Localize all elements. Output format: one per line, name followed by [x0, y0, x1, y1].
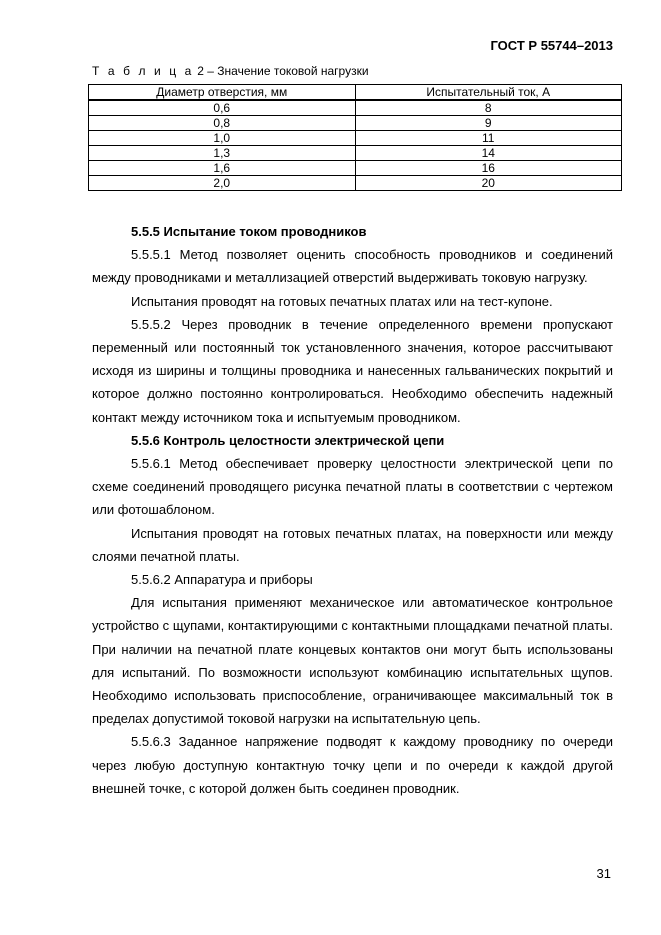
table-caption-title: 2 – Значение токовой нагрузки — [193, 64, 369, 78]
diameter-cell: 1,0 — [89, 131, 356, 146]
table-header-row — [89, 85, 622, 101]
current-cell: 11 — [355, 131, 622, 146]
paragraph-5-5-5-tests: Испытания проводят на готовых печатных платах или на тест-купоне. — [131, 293, 553, 309]
table-row — [89, 176, 622, 191]
current-cell: 20 — [355, 176, 622, 191]
paragraph-5-5-6-3: 5.5.6.3 Заданное напряжение подводят к каждому проводнику по очереди через любую доступную контактную точку цепи и по очереди к каждой другой внешней точке, с которой должен быть соединен проводник. — [92, 734, 613, 796]
diameter-cell: 0,8 — [89, 116, 356, 131]
paragraph-5-5-5-2: 5.5.5.2 Через проводник в течение определенного времени пропускают переменный или постоянный ток установленного значения, которое рассчитывают исходя из ширины и толщины проводника и нанесенных гальванических покрытий и которое должно постоянно контролироваться. Необходимо обеспечить надежный контакт между источником тока и испытуемым проводником. — [92, 316, 613, 425]
current-cell: 16 — [355, 161, 622, 176]
body-text — [92, 220, 613, 800]
section-heading-5-5-6: 5.5.6 Контроль целостности электрической цепи — [131, 432, 445, 448]
current-load-table — [88, 84, 622, 191]
section-heading-5-5-5: 5.5.5 Испытание током проводников — [131, 224, 367, 239]
diameter-cell: 1,3 — [89, 146, 356, 161]
column-header-diameter: Диаметр отверстия, мм — [89, 85, 356, 101]
paragraph-5-5-6-2: 5.5.6.2 Аппаратура и приборы — [131, 572, 313, 588]
table-caption-word: Т а б л и ц а — [92, 64, 194, 78]
current-cell: 14 — [355, 146, 622, 161]
document-id: ГОСТ Р 55744–2013 — [490, 38, 613, 53]
diameter-cell: 0,6 — [89, 100, 356, 116]
diameter-cell: 2,0 — [89, 176, 356, 191]
table-row — [89, 131, 622, 146]
diameter-cell: 1,6 — [89, 161, 356, 176]
paragraph-5-5-6-tests: Испытания проводят на готовых печатных платах, на поверхности или между слоями печатной платы. — [92, 525, 613, 564]
table-row — [89, 146, 622, 161]
column-header-current: Испытательный ток, А — [355, 85, 622, 101]
page-number: 31 — [596, 866, 611, 881]
table-row — [89, 161, 622, 176]
paragraph-5-5-5-1: 5.5.5.1 Метод позволяет оценить способность проводников и соединений между проводниками и металлизацией отверстий выдерживать токовую нагрузку. — [92, 247, 613, 286]
table-caption — [92, 64, 369, 78]
table-row — [89, 116, 622, 131]
paragraph-5-5-6-1: 5.5.6.1 Метод обеспечивает проверку целостности электрической цепи по схеме соединений проводящего рисунка печатной платы в соответствии с чертежом или фотошаблоном. — [92, 456, 613, 518]
current-cell: 8 — [355, 100, 622, 116]
table-row — [89, 100, 622, 116]
paragraph-5-5-6-2-body: Для испытания применяют механическое или автоматическое контрольное устройство с щупами, контактирующими с контактными площадками печатной платы. При наличии на печатной плате концевых контактов они могут быть использованы для испытаний. По возможности используют комбинацию испытательных щупов. Необходимо использовать приспособление, ограничивающее максимальный ток в пределах допустимой токовой нагрузки на испытательную цепь. — [92, 595, 613, 727]
current-cell: 9 — [355, 116, 622, 131]
